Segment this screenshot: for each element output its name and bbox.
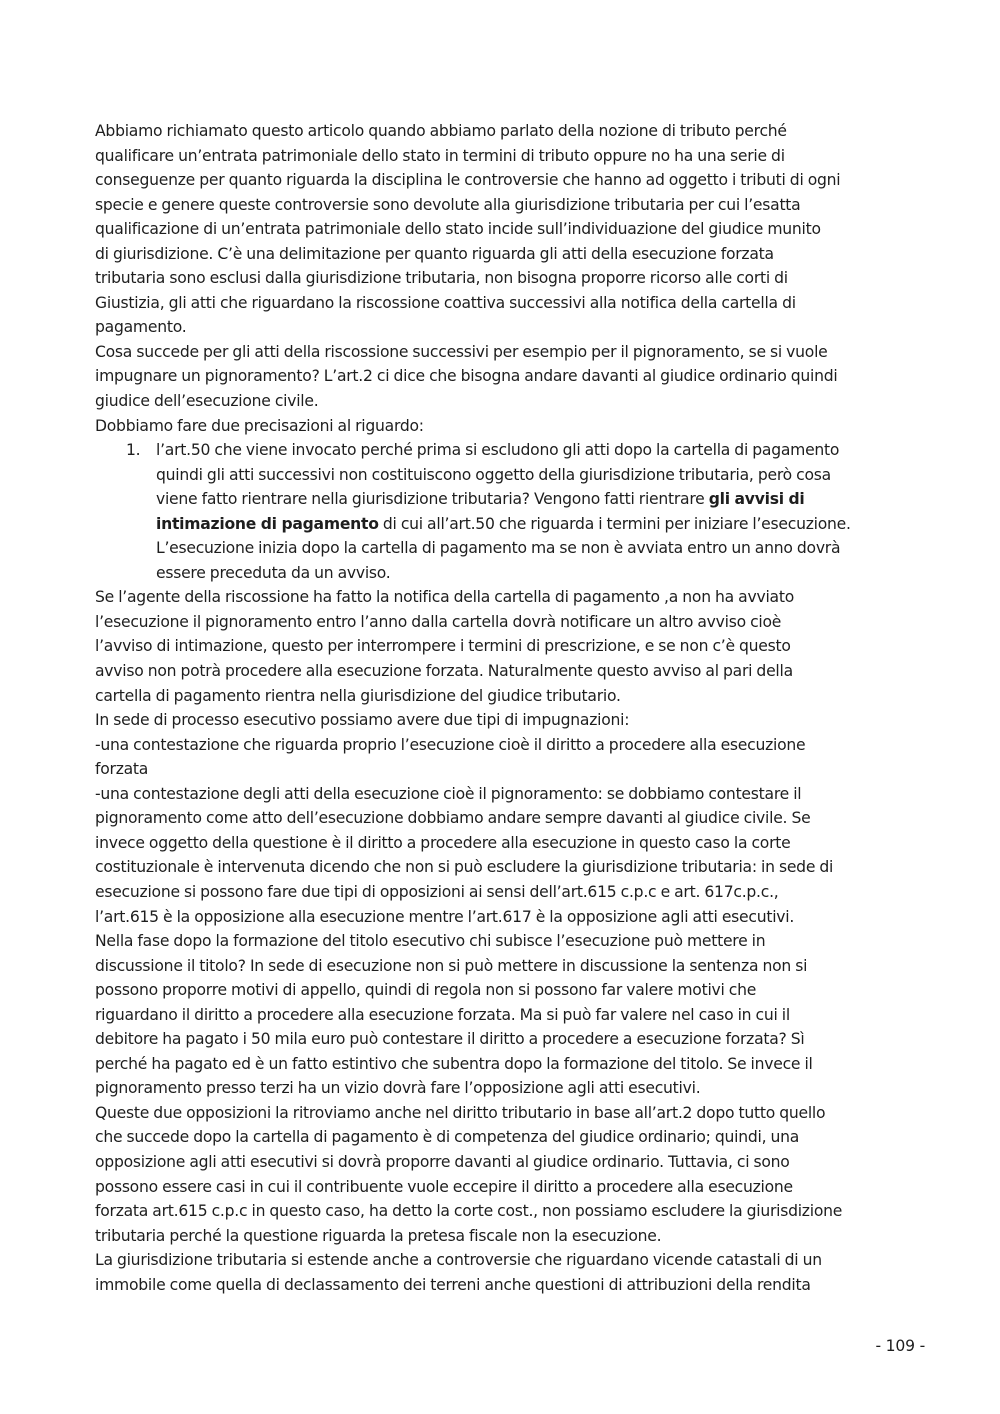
bold-text: intimazione di pagamento bbox=[156, 514, 379, 533]
list-item-text: l’art.50 che viene invocato perché prima si escludono gli atti dopo la cartella di pagamento bbox=[156, 441, 840, 460]
text-line: forzata bbox=[95, 760, 149, 779]
text-line: qualificazione di un’entrata patrimoniale dello stato incide sull’individuazione del giudice munito bbox=[95, 220, 821, 239]
text-line: Cosa succede per gli atti della riscossione successivi per esempio per il pignoramento, se si vuole bbox=[95, 342, 828, 361]
list-number: 1. bbox=[126, 441, 141, 460]
list-item-line bbox=[95, 487, 925, 512]
list-item-line bbox=[95, 438, 925, 463]
text-line: l’esecuzione il pignoramento entro l’anno dalla cartella dovrà notificare un altro avviso cioè bbox=[95, 612, 782, 631]
list-item-line: essere preceduta da un avviso. bbox=[156, 563, 391, 582]
text-line: -una contestazione che riguarda proprio l’esecuzione cioè il diritto a procedere alla esecuzione bbox=[95, 735, 806, 754]
text-line: tributaria perché la questione riguarda la pretesa fiscale non la esecuzione. bbox=[95, 1226, 662, 1245]
list-item-line bbox=[95, 512, 925, 537]
text-line: che succede dopo la cartella di pagamento è di competenza del giudice ordinario; quindi, una bbox=[95, 1128, 800, 1147]
text-line: conseguenze per quanto riguarda la disciplina le controversie che hanno ad oggetto i tributi di ogni bbox=[95, 171, 841, 190]
list-item-text: di cui all’art.50 che riguarda i termini per iniziare l’esecuzione. bbox=[378, 514, 851, 533]
text-line: pagamento. bbox=[95, 318, 187, 337]
text-line: Nella fase dopo la formazione del titolo esecutivo chi subisce l’esecuzione può mettere in bbox=[95, 932, 766, 951]
text-line: perché ha pagato ed è un fatto estintivo che subentra dopo la formazione del titolo. Se invece il bbox=[95, 1054, 813, 1073]
text-line: costituzionale è intervenuta dicendo che non si può escludere la giurisdizione tributaria: in sede di bbox=[95, 858, 834, 877]
text-line: pignoramento presso terzi ha un vizio dovrà fare l’opposizione agli atti esecutivi. bbox=[95, 1079, 701, 1098]
text-line: avviso non potrà procedere alla esecuzione forzata. Naturalmente questo avviso al pari della bbox=[95, 662, 793, 681]
text-line: Giustizia, gli atti che riguardano la riscossione coattiva successivi alla notifica della cartella di bbox=[95, 293, 796, 312]
numbered-list bbox=[95, 438, 925, 585]
text-line: impugnare un pignoramento? L’art.2 ci dice che bisogna andare davanti al giudice ordinario quindi bbox=[95, 367, 838, 386]
list-item-line: quindi gli atti successivi non costituiscono oggetto della giurisdizione tributaria, però cosa bbox=[156, 465, 831, 484]
text-line: Dobbiamo fare due precisazioni al riguardo: bbox=[95, 416, 424, 435]
text-line: Queste due opposizioni la ritroviamo anche nel diritto tributario in base all’art.2 dopo tutto quello bbox=[95, 1103, 826, 1122]
text-line: qualificare un’entrata patrimoniale dello stato in termini di tributo oppure no ha una serie di bbox=[95, 146, 785, 165]
text-line: giudice dell’esecuzione civile. bbox=[95, 392, 319, 411]
list-item-line: L’esecuzione inizia dopo la cartella di pagamento ma se non è avviata entro un anno dovrà bbox=[156, 539, 841, 558]
text-line: l’art.615 è la opposizione alla esecuzione mentre l’art.617 è la opposizione agli atti esecutivi. bbox=[95, 907, 795, 926]
text-line: opposizione agli atti esecutivi si dovrà proporre davanti al giudice ordinario. Tuttavia, ci sono bbox=[95, 1152, 790, 1171]
text-line: -una contestazione degli atti della esecuzione cioè il pignoramento: se dobbiamo contestare il bbox=[95, 784, 802, 803]
text-line: cartella di pagamento rientra nella giurisdizione del giudice tributario. bbox=[95, 686, 621, 705]
text-line: forzata art.615 c.p.c in questo caso, ha detto la corte cost., non possiamo escludere la giurisdizione bbox=[95, 1202, 843, 1221]
text-line: riguardano il diritto a procedere alla esecuzione forzata. Ma si può far valere nel caso in cui il bbox=[95, 1005, 790, 1024]
text-line: di giurisdizione. C’è una delimitazione per quanto riguarda gli atti della esecuzione forzata bbox=[95, 244, 774, 263]
text-line: specie e genere queste controversie sono devolute alla giurisdizione tributaria per cui l’esatta bbox=[95, 195, 801, 214]
text-line: invece oggetto della questione è il diritto a procedere alla esecuzione in questo caso la corte bbox=[95, 833, 791, 852]
bold-text: gli avvisi di bbox=[708, 490, 805, 509]
text-line: tributaria sono esclusi dalla giurisdizione tributaria, non bisogna proporre ricorso alle corti di bbox=[95, 269, 788, 288]
text-line: In sede di processo esecutivo possiamo avere due tipi di impugnazioni: bbox=[95, 711, 630, 730]
text-line: La giurisdizione tributaria si estende anche a controversie che riguardano vicende catastali di un bbox=[95, 1251, 822, 1270]
text-line: possono essere casi in cui il contribuente vuole eccepire il diritto a procedere alla esecuzione bbox=[95, 1177, 793, 1196]
text-line: possono proporre motivi di appello, quindi di regola non si possono far valere motivi che bbox=[95, 981, 757, 1000]
document-body bbox=[95, 119, 925, 1297]
text-line: immobile come quella di declassamento dei terreni anche questioni di attribuzioni della rendita bbox=[95, 1275, 811, 1294]
text-line: pignoramento come atto dell’esecuzione dobbiamo andare sempre davanti al giudice civile. Se bbox=[95, 809, 811, 828]
text-line: l’avviso di intimazione, questo per interrompere i termini di prescrizione, e se non c’è questo bbox=[95, 637, 791, 656]
text-line: debitore ha pagato i 50 mila euro può contestare il diritto a procedere a esecuzione forzata? Sì bbox=[95, 1030, 805, 1049]
text-line: Se l’agente della riscossione ha fatto la notifica della cartella di pagamento ,a non ha avviato bbox=[95, 588, 794, 607]
text-line: discussione il titolo? In sede di esecuzione non si può mettere in discussione la sentenza non si bbox=[95, 956, 808, 975]
text-line: Abbiamo richiamato questo articolo quando abbiamo parlato della nozione di tributo perché bbox=[95, 122, 787, 140]
page-number: - 109 - bbox=[875, 1337, 925, 1355]
list-item-text: viene fatto rientrare nella giurisdizione tributaria? Vengono fatti rientrare bbox=[156, 490, 709, 509]
text-line: esecuzione si possono fare due tipi di opposizioni ai sensi dell’art.615 c.p.c e art. 617c.p.c., bbox=[95, 882, 779, 901]
